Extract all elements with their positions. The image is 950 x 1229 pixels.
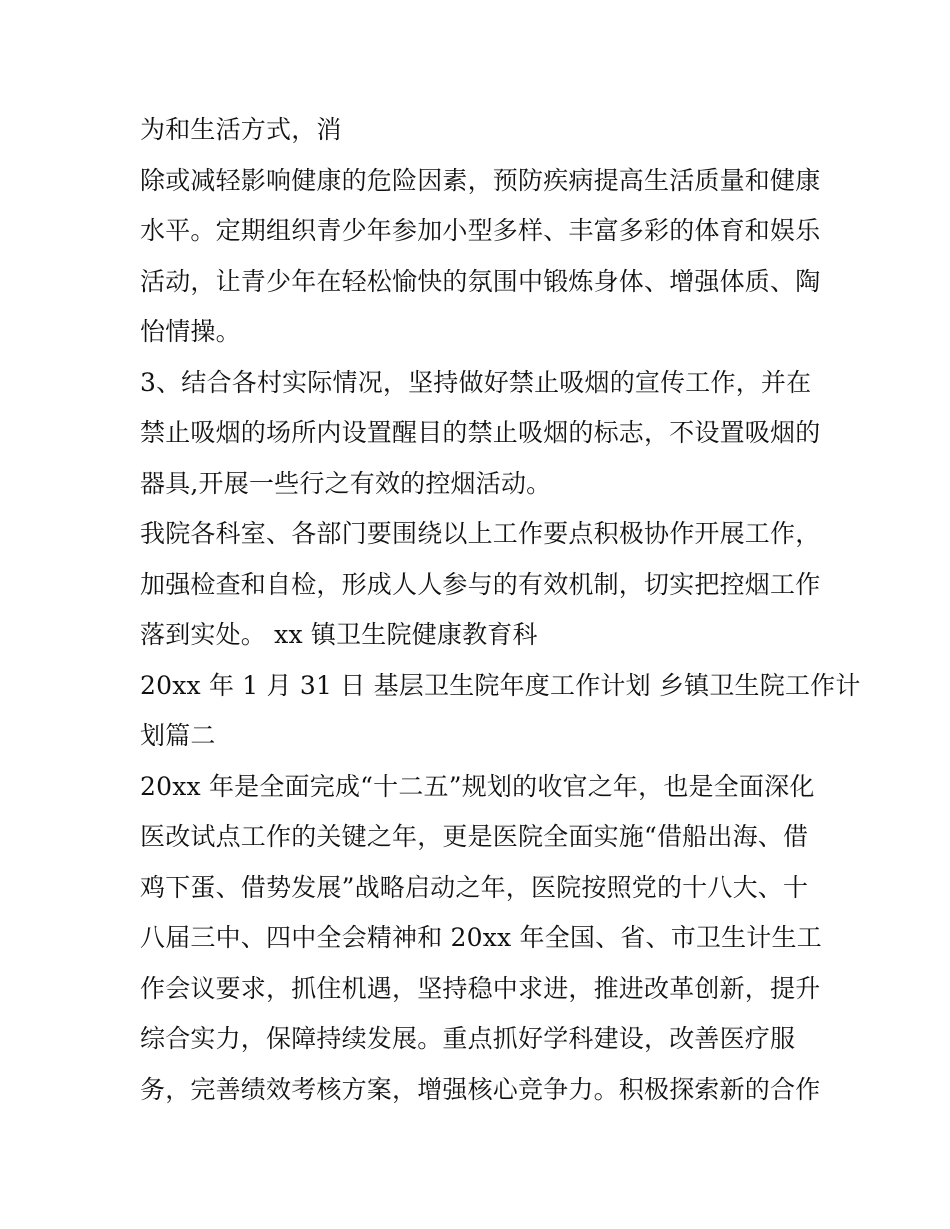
- text-line: 怡情操。: [140, 317, 241, 346]
- text-line: 加强检查和自检，形成人人参与的有效机制，切实把控烟工作: [140, 570, 821, 599]
- text-line: 活动，让青少年在轻松愉快的氛围中锻炼身体、增强体质、陶: [140, 267, 821, 296]
- text-line: 务，完善绩效考核方案，增强核心竞争力。积极探索新的合作: [140, 1075, 821, 1104]
- text-line: 综合实力，保障持续发展。重点抓好学科建设，改善医疗服: [140, 1024, 796, 1053]
- text-line: 鸡下蛋、借势发展”战略启动之年，医院按照党的十八大、十: [140, 873, 809, 902]
- text-line: 禁止吸烟的场所内设置醒目的禁止吸烟的标志，不设置吸烟的: [140, 418, 821, 447]
- text-line: 为和生活方式，消: [140, 115, 342, 144]
- text-line: 医改试点工作的关键之年，更是医院全面实施“借船出海、借: [140, 822, 809, 851]
- text-line: 器具,开展一些行之有效的控烟活动。: [140, 469, 552, 498]
- text-line: 我院各科室、各部门要围绕以上工作要点积极协作开展工作，: [140, 519, 821, 548]
- text-line: 除或减轻影响健康的危险因素，预防疾病提高生活质量和健康: [140, 166, 821, 195]
- text-line: 20xx 年 1 月 31 日 基层卫生院年度工作计划 乡镇卫生院工作计: [140, 671, 861, 700]
- text-line: 划篇二: [140, 721, 216, 750]
- text-line: 八届三中、四中全会精神和 20xx 年全国、省、市卫生计生工: [140, 923, 822, 952]
- text-line: 20xx 年是全面完成“十二五”规划的收官之年，也是全面深化: [140, 772, 815, 801]
- text-line: 3、结合各村实际情况，坚持做好禁止吸烟的宣传工作，并在: [140, 368, 812, 397]
- text-line: 作会议要求，抓住机遇，坚持稳中求进，推进改革创新，提升: [140, 974, 821, 1003]
- text-line: 落到实处。 xx 镇卫生院健康教育科: [140, 620, 538, 649]
- text-line: 水平。定期组织青少年参加小型多样、丰富多彩的体育和娱乐: [140, 216, 821, 245]
